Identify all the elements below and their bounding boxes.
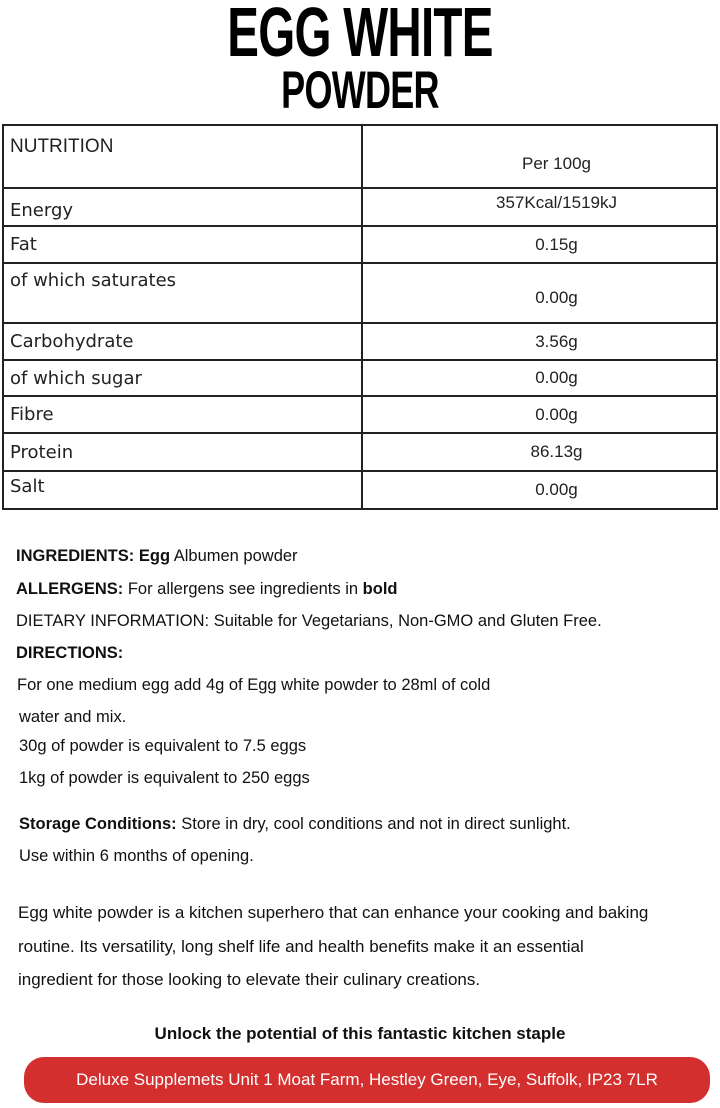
table-row: [3, 226, 717, 263]
nutrition-header-row: [3, 125, 717, 188]
nutrient-value: 0.00g: [362, 471, 717, 509]
directions-line: 1kg of powder is equivalent to 250 eggs: [19, 769, 310, 787]
nutrient-value: 3.56g: [362, 323, 717, 360]
allergens-bold-word: bold: [362, 580, 398, 598]
table-row: [3, 263, 717, 323]
nutrition-header-label: NUTRITION: [3, 125, 362, 188]
allergens-heading: ALLERGENS:: [16, 580, 124, 598]
nutrient-value: 0.15g: [362, 226, 717, 263]
nutrient-label: Fibre: [3, 396, 362, 433]
directions-line: water and mix.: [19, 708, 127, 726]
table-row: [3, 396, 717, 433]
directions-line: For one medium egg add 4g of Egg white powder to 28ml of cold: [17, 676, 491, 694]
table-row: [3, 323, 717, 360]
storage-line: [19, 815, 571, 834]
dietary-information: DIETARY INFORMATION: Suitable for Vegetarians, Non-GMO and Gluten Free.: [16, 612, 602, 630]
ingredients-bold-item: Egg: [138, 547, 171, 565]
nutrition-table: [2, 124, 718, 510]
table-row: [3, 433, 717, 471]
ingredients-text: Albumen powder: [173, 547, 298, 565]
nutrient-value: 0.00g: [362, 360, 717, 396]
nutrient-label: Protein: [3, 433, 362, 471]
storage-heading: Storage Conditions:: [19, 815, 177, 833]
allergens-text: For allergens see ingredients in: [127, 580, 359, 598]
table-row: [3, 471, 717, 509]
nutrient-label: Energy: [3, 188, 362, 226]
nutrition-header-value: Per 100g: [362, 125, 717, 188]
nutrient-label: Fat: [3, 226, 362, 263]
table-row: [3, 360, 717, 396]
nutrient-label: of which sugar: [3, 360, 362, 396]
ingredients-line: [16, 547, 298, 566]
nutrient-value: 86.13g: [362, 433, 717, 471]
nutrient-label: of which saturates: [3, 263, 362, 323]
storage-line-2: Use within 6 months of opening.: [19, 847, 254, 865]
title-line-1: EGG WHITE: [227, 0, 493, 71]
directions-line: 30g of powder is equivalent to 7.5 eggs: [19, 737, 307, 755]
description-line: routine. Its versatility, long shelf life and health benefits make it an essential: [18, 937, 584, 956]
nutrient-label: Carbohydrate: [3, 323, 362, 360]
directions-heading: DIRECTIONS:: [16, 644, 124, 662]
ingredients-heading: INGREDIENTS:: [16, 547, 135, 565]
storage-text: Store in dry, cool conditions and not in direct sunlight.: [181, 815, 571, 833]
nutrient-value: 0.00g: [362, 263, 717, 323]
tagline: Unlock the potential of this fantastic kitchen staple: [154, 1024, 566, 1043]
nutrient-value: 0.00g: [362, 396, 717, 433]
description-line: Egg white powder is a kitchen superhero that can enhance your cooking and baking: [18, 903, 649, 922]
title-line-2: POWDER: [281, 60, 439, 120]
description-line: ingredient for those looking to elevate their culinary creations.: [18, 970, 481, 989]
allergens-line: [16, 580, 397, 599]
nutrient-value: 357Kcal/1519kJ: [362, 188, 717, 226]
address-banner: Deluxe Supplemets Unit 1 Moat Farm, Hestley Green, Eye, Suffolk, IP23 7LR: [24, 1057, 710, 1103]
nutrient-label: Salt: [3, 471, 362, 509]
table-row: [3, 188, 717, 226]
